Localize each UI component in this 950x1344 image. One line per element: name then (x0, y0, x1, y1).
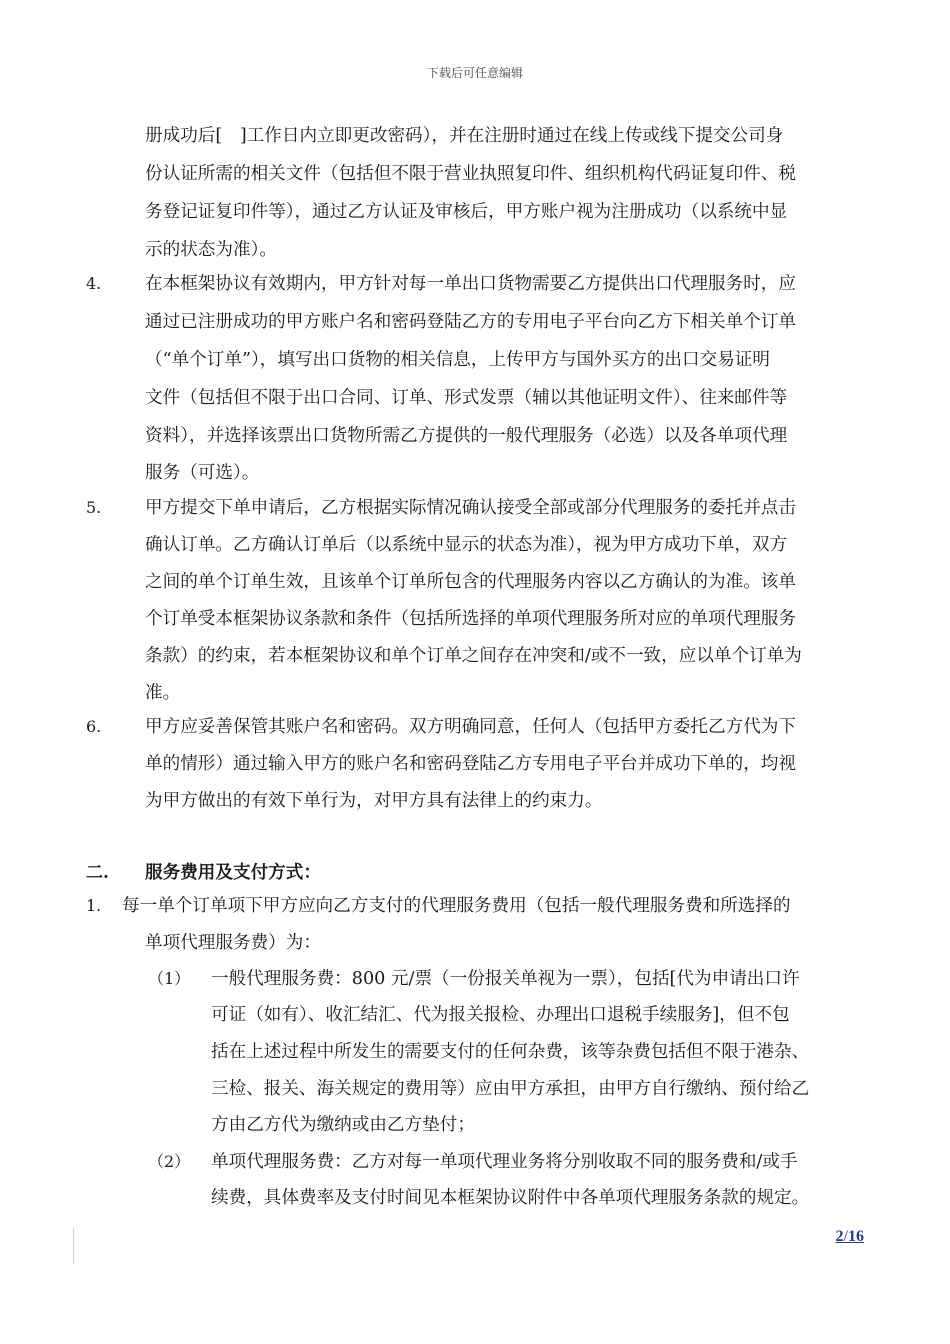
item-number: 4. (86, 274, 102, 293)
subitem-number: （2） (148, 1152, 191, 1171)
paragraph-line: 示的状态为准）。 (145, 240, 277, 260)
total-pages: 16 (848, 1228, 864, 1245)
page-number[interactable] (836, 1228, 864, 1246)
page-header: 下载后可任意编辑 (426, 66, 523, 80)
paragraph-line: 服务（可选）。 (145, 463, 260, 483)
paragraph-line: 在本框架协议有效期内，甲方针对每一单出口货物需要乙方提供出口代理服务时，应 (145, 274, 796, 294)
paragraph-line: 资料），并选择该票出口货物所需乙方提供的一般代理服务（必选）以及各单项代理 (145, 426, 788, 446)
paragraph-line: 条款）的约束，若本框架协议和单个订单之间存在冲突和/或不一致，应以单个订单为 (145, 646, 802, 666)
paragraph-line: 单项代理服务费：乙方对每一单项代理业务将分别收取不同的服务费和/或手 (211, 1152, 798, 1172)
paragraph-line: 份认证所需的相关文件（包括但不限于营业执照复印件、组织机构代码证复印件、税 (145, 164, 796, 184)
paragraph-line: 可证（如有）、收汇结汇、代为报关报检、办理出口退税手续服务]，但不包 (211, 1005, 790, 1025)
section-title: 服务费用及支付方式： (145, 862, 321, 883)
page-separator: / (843, 1228, 848, 1245)
paragraph-line: （“单个订单”），填写出口货物的相关信息，上传甲方与国外买方的出口交易证明 (145, 350, 770, 370)
current-page: 2 (835, 1228, 844, 1245)
paragraph-line: 单项代理服务费）为： (145, 933, 321, 953)
paragraph-line: 甲方应妥善保管其账户名和密码。双方明确同意，任何人（包括甲方委托乙方代为下 (145, 717, 796, 737)
paragraph-line: 准。 (145, 683, 181, 703)
paragraph-line: 文件（包括但不限于出口合同、订单、形式发票（辅以其他证明文件）、往来邮件等 (145, 388, 788, 408)
paragraph-line: 单的情形）通过输入甲方的账户名和密码登陆乙方专用电子平台并成功下单的，均视 (145, 754, 796, 774)
paragraph-line: 方由乙方代为缴纳或由乙方垫付； (211, 1115, 475, 1135)
footer-divider (73, 1228, 74, 1264)
item-number: 1. (86, 896, 102, 915)
paragraph-line: 个订单受本框架协议条款和条件（包括所选择的单项代理服务所对应的单项代理服务 (145, 609, 796, 629)
paragraph-line: 括在上述过程中所发生的需要支付的任何杂费，该等杂费包括但不限于港杂、 (211, 1042, 810, 1062)
paragraph-line: 续费，具体费率及支付时间见本框架协议附件中各单项代理服务条款的规定。 (211, 1188, 810, 1208)
paragraph-line: 一般代理服务费：800 元/票（一份报关单视为一票），包括[代为申请出口许 (211, 969, 800, 989)
paragraph-line: 册成功后[ ]工作日内立即更改密码），并在注册时通过在线上传或线下提交公司身 (145, 126, 784, 146)
paragraph-line: 之间的单个订单生效，且该单个订单所包含的代理服务内容以乙方确认的为准。该单 (145, 572, 796, 592)
paragraph-line: 三检、报关、海关规定的费用等）应由甲方承担，由甲方自行缴纳、预付给乙 (211, 1079, 810, 1099)
subitem-number: （1） (148, 969, 191, 988)
paragraph-line: 每一单个订单项下甲方应向乙方支付的代理服务费用（包括一般代理服务费和所选择的 (122, 896, 791, 916)
item-number: 6. (86, 717, 102, 736)
paragraph-line: 通过已注册成功的甲方账户名和密码登陆乙方的专用电子平台向乙方下相关单个订单 (145, 312, 796, 332)
paragraph-line: 确认订单。乙方确认订单后（以系统中显示的状态为准），视为甲方成功下单，双方 (145, 535, 788, 555)
paragraph-line: 务登记证复印件等），通过乙方认证及审核后，甲方账户视为注册成功（以系统中显 (145, 202, 788, 222)
paragraph-line: 甲方提交下单申请后，乙方根据实际情况确认接受全部或部分代理服务的委托并点击 (145, 498, 796, 518)
item-number: 5. (86, 498, 102, 517)
paragraph-line: 为甲方做出的有效下单行为，对甲方具有法律上的约束力。 (145, 791, 603, 811)
section-number: 二. (86, 863, 109, 883)
